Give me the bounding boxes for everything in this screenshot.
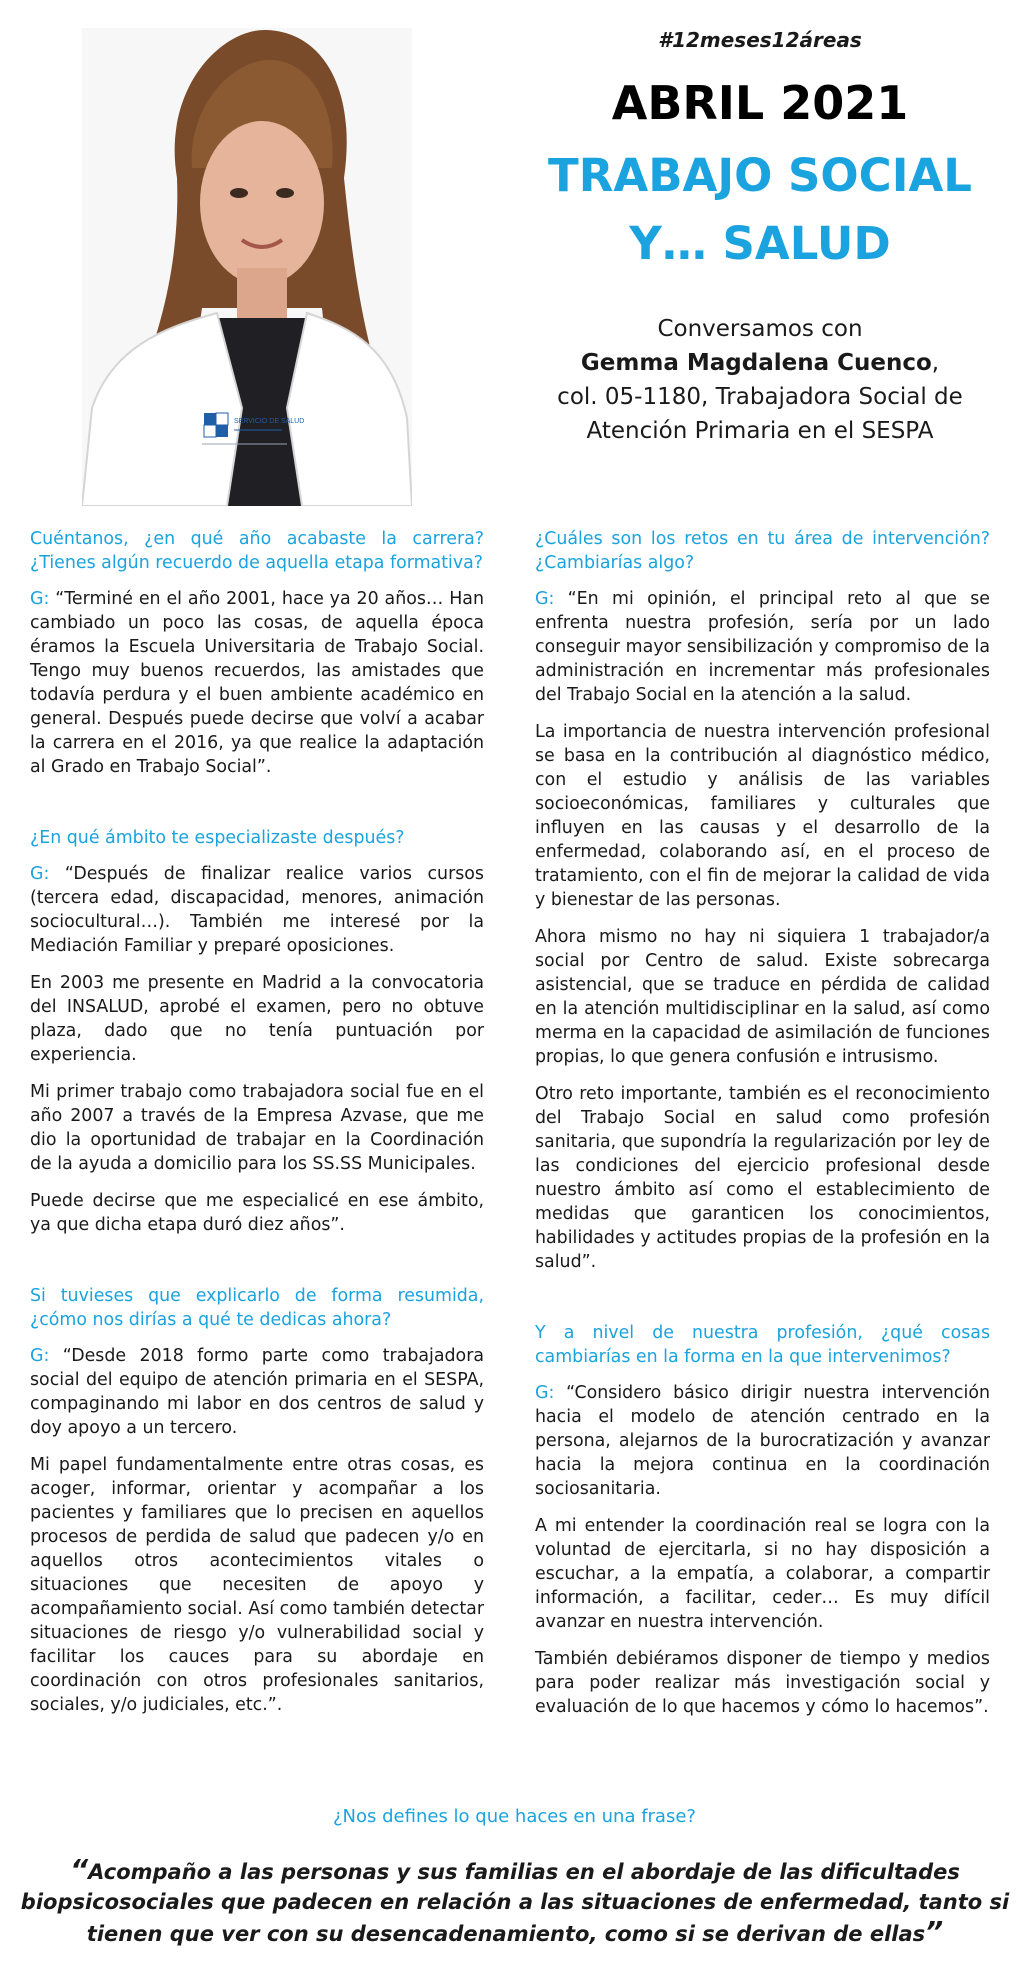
answer-prefix: G: bbox=[30, 1346, 50, 1366]
answer-3-text: “Desde 2018 formo parte como trabajadora social del equipo de atención primaria en el SESPA, compaginando mi labor en dos centros de salud y doy apoyo a un tercero. bbox=[30, 1346, 484, 1438]
month-title: ABRIL 2021 bbox=[611, 76, 909, 130]
quote-close-mark: ” bbox=[925, 1915, 944, 1948]
portrait-illustration bbox=[82, 28, 412, 506]
answer-prefix: G: bbox=[30, 864, 50, 884]
answer-3 bbox=[30, 1344, 484, 1440]
answer-5-paragraph-3: También debiéramos disponer de tiempo y medios para poder realizar más investigación social y evaluación de lo que hacemos y cómo lo hacemos”. bbox=[535, 1649, 990, 1717]
answer-2-paragraph-3: Mi primer trabajo como trabajadora social fue en el año 2007 a través de la Empresa Azvase, que me dio la oportunidad de trabajar en la Coordinación de la ayuda a domicilio para los SS.SS Municipales. bbox=[30, 1082, 484, 1174]
answer-prefix: G: bbox=[535, 589, 555, 609]
left-column bbox=[30, 527, 484, 1730]
question-2: ¿En qué ámbito te especializaste después? bbox=[30, 828, 405, 848]
answer-1 bbox=[30, 587, 484, 779]
question-5: Y a nivel de nuestra profesión, ¿qué cosas cambiarías en la forma en la que intervenimos? bbox=[535, 1323, 990, 1367]
interviewee-name: Gemma Magdalena Cuenco bbox=[580, 350, 932, 376]
hashtag: #12meses12áreas bbox=[658, 28, 862, 52]
photo-logo-text: SERVICIO DE SALUD bbox=[234, 418, 305, 425]
answer-4 bbox=[535, 587, 990, 707]
answer-2 bbox=[30, 862, 484, 958]
intro-line1: Conversamos con bbox=[657, 316, 863, 342]
answer-5 bbox=[535, 1381, 990, 1501]
closing-quote bbox=[20, 1855, 1010, 1949]
closing-question: ¿Nos defines lo que haces en una frase? bbox=[333, 1806, 696, 1827]
portrait-photo bbox=[82, 28, 412, 506]
answer-4-text: “En mi opinión, el principal reto al que se enfrenta nuestra profesión, sería por un lado conseguir mayor sensibilización y compromiso de la administración en incrementar más profesionales del Trabajo Social en la atención a la salud. bbox=[535, 589, 990, 705]
answer-5-text: “Considero básico dirigir nuestra intervención hacia el modelo de atención centrado en la persona, alejarnos de la burocratización y avanzar hacia la mejora continua en la coordinación sociosanitaria. bbox=[535, 1383, 990, 1499]
answer-3-paragraph-2: Mi papel fundamentalmente entre otras cosas, es acoger, informar, orientar y acompañar a los pacientes y familiares que lo precisen en aquellos procesos de perdida de salud que padecen y/o en aquellos otros acontecimientos vitales o situaciones que necesiten de apoyo y acompañamiento social. Así como también detectar situaciones de riesgo y/o vulnerabilidad social y facilitar los cauces para su abordaje en coordinación con otros profesionales sanitarios, sociales, y/o judiciales, etc.”. bbox=[30, 1455, 484, 1715]
intro-comma: , bbox=[931, 350, 940, 376]
answer-2-paragraph-4: Puede decirse que me especialicé en ese ámbito, ya que dicha etapa duró diez años”. bbox=[30, 1191, 484, 1235]
question-4: ¿Cuáles son los retos en tu área de intervención? ¿Cambiarías algo? bbox=[535, 529, 990, 573]
right-column bbox=[535, 527, 990, 1732]
intro-line3: col. 05-1180, Trabajadora Social de Atención Primaria en el SESPA bbox=[557, 384, 963, 444]
answer-4-paragraph-4: Otro reto importante, también es el reconocimiento del Trabajo Social en salud como profesión sanitaria, que supondría la regularización por ley de las condiciones del ejercicio profesional desde nuestro ámbito así como el establecimiento de medidas que garanticen los conocimientos, habilidades y actitudes propias de la profesión en la salud”. bbox=[535, 1084, 990, 1272]
answer-prefix: G: bbox=[30, 589, 50, 609]
question-1: Cuéntanos, ¿en qué año acabaste la carrera? ¿Tienes algún recuerdo de aquella etapa formativa? bbox=[30, 529, 484, 573]
main-title bbox=[500, 142, 1020, 278]
intro-block bbox=[520, 312, 1000, 448]
closing-quote-text: Acompaño a las personas y sus familias en el abordaje de las dificultades biopsicosociales que padecen en relación a las situaciones de enfermedad, tanto si tienen que ver con su desencadenamiento, como si se derivan de ellas bbox=[20, 1860, 1010, 1946]
answer-4-paragraph-2: La importancia de nuestra intervención profesional se basa en la contribución al diagnóstico médico, con el estudio y análisis de las variables socioeconómicas, familiares y culturales que influyen en las causas y el desarrollo de la enfermedad, colaborando así, en el proceso de tratamiento, con el fin de mejorar la calidad de vida y bienestar de las personas. bbox=[535, 722, 990, 910]
answer-4-paragraph-3: Ahora mismo no hay ni siquiera 1 trabajador/a social por Centro de salud. Existe sobrecarga asistencial, que se traduce en pérdida de calidad en la atención multidisciplinar en la salud, así como merma en la capacidad de asimilación de funciones propias, lo que genera confusión e intrusismo. bbox=[535, 927, 990, 1067]
question-3: Si tuvieses que explicarlo de forma resumida, ¿cómo nos dirías a qué te dedicas ahora? bbox=[30, 1286, 484, 1330]
answer-2-text: “Después de finalizar realice varios cursos (tercera edad, discapacidad, menores, animación sociocultural…). También me interesé por la Mediación Familiar y preparé oposiciones. bbox=[30, 864, 484, 956]
answer-prefix: G: bbox=[535, 1383, 555, 1403]
answer-5-paragraph-2: A mi entender la coordinación real se logra con la voluntad de ejercitarla, si no hay disposición a escuchar, a la empatía, a colaborar, a compartir información, a facilitar, ceder… Es muy difícil avanzar en nuestra intervención. bbox=[535, 1516, 990, 1632]
main-title-line2: Y… SALUD bbox=[629, 217, 891, 270]
answer-1-text: “Terminé en el año 2001, hace ya 20 años… Han cambiado un poco las cosas, de aquella época éramos la Escuela Universitaria de Trabajo Social. Tengo muy buenos recuerdos, las amistades que todavía perdura y el buen ambiente académico en general. Después puede decirse que volví a acabar la carrera en el 2016, ya que realice la adaptación al Grado en Trabajo Social”. bbox=[30, 589, 484, 777]
main-title-line1: TRABAJO SOCIAL bbox=[548, 149, 972, 202]
answer-2-paragraph-2: En 2003 me presente en Madrid a la convocatoria del INSALUD, aprobé el examen, pero no obtuve plaza, dado que no tenía puntuación por experiencia. bbox=[30, 973, 484, 1065]
quote-open-mark: “ bbox=[70, 1853, 89, 1886]
